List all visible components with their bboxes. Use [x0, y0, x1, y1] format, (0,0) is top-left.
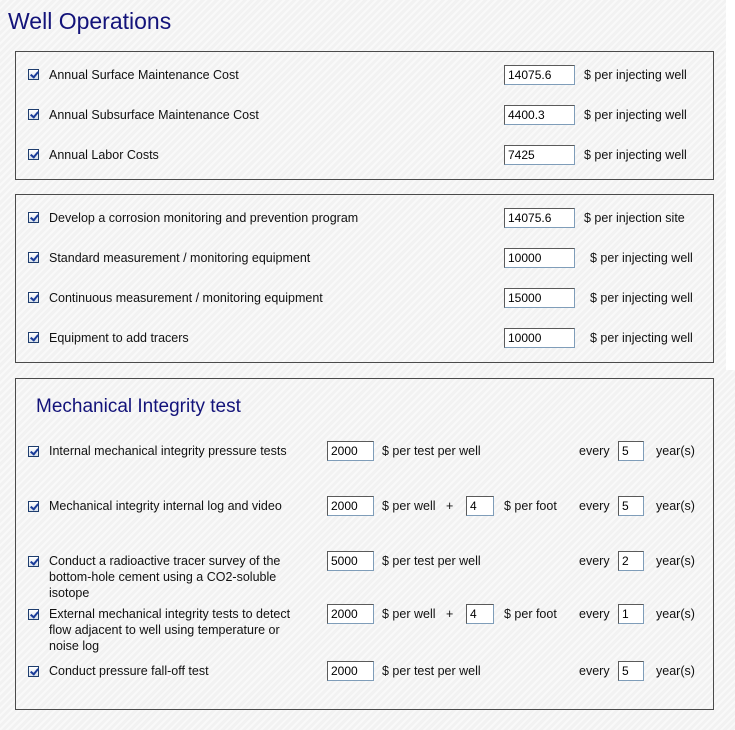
mit-tracer-survey-cost-input[interactable]	[327, 551, 374, 571]
mit-log-video-row	[16, 495, 713, 517]
mit-external-tests-per-foot-input[interactable]	[466, 604, 494, 624]
page-title: Well Operations	[8, 8, 172, 34]
continuous-equipment-label: Continuous measurement / monitoring equipment	[49, 291, 323, 305]
mit-tracer-survey-every-label: every	[579, 554, 610, 568]
surface-maintenance-row	[16, 64, 713, 86]
tracer-equipment-row	[16, 327, 713, 349]
subsurface-maintenance-checkbox[interactable]	[28, 109, 39, 120]
mit-external-tests-years-input[interactable]	[618, 604, 644, 624]
corrosion-program-input[interactable]	[504, 208, 575, 228]
tracer-equipment-checkbox[interactable]	[28, 332, 39, 343]
corrosion-program-checkbox[interactable]	[28, 212, 39, 223]
mit-external-tests-row	[16, 603, 713, 651]
tracer-equipment-input[interactable]	[504, 328, 575, 348]
mit-pressure-falloff-label: Conduct pressure fall-off test	[49, 664, 209, 678]
mit-pressure-falloff-years-label: year(s)	[656, 664, 695, 678]
mit-external-tests-cost-input[interactable]	[327, 604, 374, 624]
mit-pressure-tests-every-label: every	[579, 444, 610, 458]
mit-log-video-unit: $ per well	[382, 499, 436, 513]
standard-equipment-unit: $ per injecting well	[590, 251, 693, 265]
mit-tracer-survey-years-input[interactable]	[618, 551, 644, 571]
tracer-equipment-unit: $ per injecting well	[590, 331, 693, 345]
mit-pressure-falloff-unit: $ per test per well	[382, 664, 481, 678]
mit-external-tests-checkbox[interactable]	[28, 609, 39, 620]
mit-log-video-every-label: every	[579, 499, 610, 513]
labor-costs-input[interactable]	[504, 145, 575, 165]
mit-log-video-plus: +	[446, 499, 454, 513]
standard-equipment-label: Standard measurement / monitoring equipment	[49, 251, 311, 265]
mit-pressure-falloff-checkbox[interactable]	[28, 666, 39, 677]
mit-external-tests-label: External mechanical integrity tests to detect flow adjacent to well using temperature or noise log	[49, 607, 291, 653]
mit-log-video-years-input[interactable]	[618, 496, 644, 516]
mit-log-video-label: Mechanical integrity internal log and video	[49, 499, 282, 513]
mechanical-integrity-title: Mechanical Integrity test	[36, 396, 241, 417]
subsurface-maintenance-label: Annual Subsurface Maintenance Cost	[49, 108, 259, 122]
mit-tracer-survey-checkbox[interactable]	[28, 556, 39, 567]
mit-log-video-years-label: year(s)	[656, 499, 695, 513]
mit-pressure-tests-label: Internal mechanical integrity pressure tests	[49, 444, 287, 458]
standard-equipment-checkbox[interactable]	[28, 252, 39, 263]
mit-pressure-tests-row	[16, 440, 713, 462]
subsurface-maintenance-row	[16, 104, 713, 126]
monitoring-panel	[15, 194, 714, 363]
mit-pressure-falloff-every-label: every	[579, 664, 610, 678]
mit-pressure-falloff-years-input[interactable]	[618, 661, 644, 681]
surface-maintenance-input[interactable]	[504, 65, 575, 85]
mit-tracer-survey-label: Conduct a radioactive tracer survey of the bottom-hole cement using a CO2-soluble isotope	[49, 554, 281, 600]
continuous-equipment-row	[16, 287, 713, 309]
mit-pressure-tests-years-input[interactable]	[618, 441, 644, 461]
right-edge-strip	[726, 0, 735, 370]
mit-log-video-per-foot-unit: $ per foot	[504, 499, 557, 513]
labor-costs-label: Annual Labor Costs	[49, 148, 159, 162]
mit-log-video-checkbox[interactable]	[28, 501, 39, 512]
mechanical-integrity-panel	[15, 378, 714, 710]
mit-pressure-tests-checkbox[interactable]	[28, 446, 39, 457]
labor-costs-row	[16, 144, 713, 166]
mit-external-tests-years-label: year(s)	[656, 607, 695, 621]
surface-maintenance-label: Annual Surface Maintenance Cost	[49, 68, 239, 82]
mit-log-video-cost-input[interactable]	[327, 496, 374, 516]
mit-pressure-falloff-cost-input[interactable]	[327, 661, 374, 681]
corrosion-program-unit: $ per injection site	[584, 211, 685, 225]
corrosion-program-row	[16, 207, 713, 229]
mit-tracer-survey-unit: $ per test per well	[382, 554, 481, 568]
continuous-equipment-checkbox[interactable]	[28, 292, 39, 303]
mit-pressure-tests-cost-input[interactable]	[327, 441, 374, 461]
mit-pressure-tests-years-label: year(s)	[656, 444, 695, 458]
mit-external-tests-per-foot-unit: $ per foot	[504, 607, 557, 621]
corrosion-program-label: Develop a corrosion monitoring and prevention program	[49, 211, 359, 225]
labor-costs-unit: $ per injecting well	[584, 148, 687, 162]
mit-external-tests-every-label: every	[579, 607, 610, 621]
continuous-equipment-unit: $ per injecting well	[590, 291, 693, 305]
subsurface-maintenance-input[interactable]	[504, 105, 575, 125]
labor-costs-checkbox[interactable]	[28, 149, 39, 160]
standard-equipment-input[interactable]	[504, 248, 575, 268]
tracer-equipment-label: Equipment to add tracers	[49, 331, 189, 345]
mit-pressure-tests-unit: $ per test per well	[382, 444, 481, 458]
continuous-equipment-input[interactable]	[504, 288, 575, 308]
mit-log-video-per-foot-input[interactable]	[466, 496, 494, 516]
surface-maintenance-unit: $ per injecting well	[584, 68, 687, 82]
mit-tracer-survey-years-label: year(s)	[656, 554, 695, 568]
subsurface-maintenance-unit: $ per injecting well	[584, 108, 687, 122]
surface-maintenance-checkbox[interactable]	[28, 69, 39, 80]
mit-external-tests-unit: $ per well	[382, 607, 436, 621]
mit-tracer-survey-row	[16, 550, 713, 598]
standard-equipment-row	[16, 247, 713, 269]
mit-external-tests-plus: +	[446, 607, 454, 621]
maintenance-costs-panel	[15, 51, 714, 180]
mit-pressure-falloff-row	[16, 660, 713, 682]
